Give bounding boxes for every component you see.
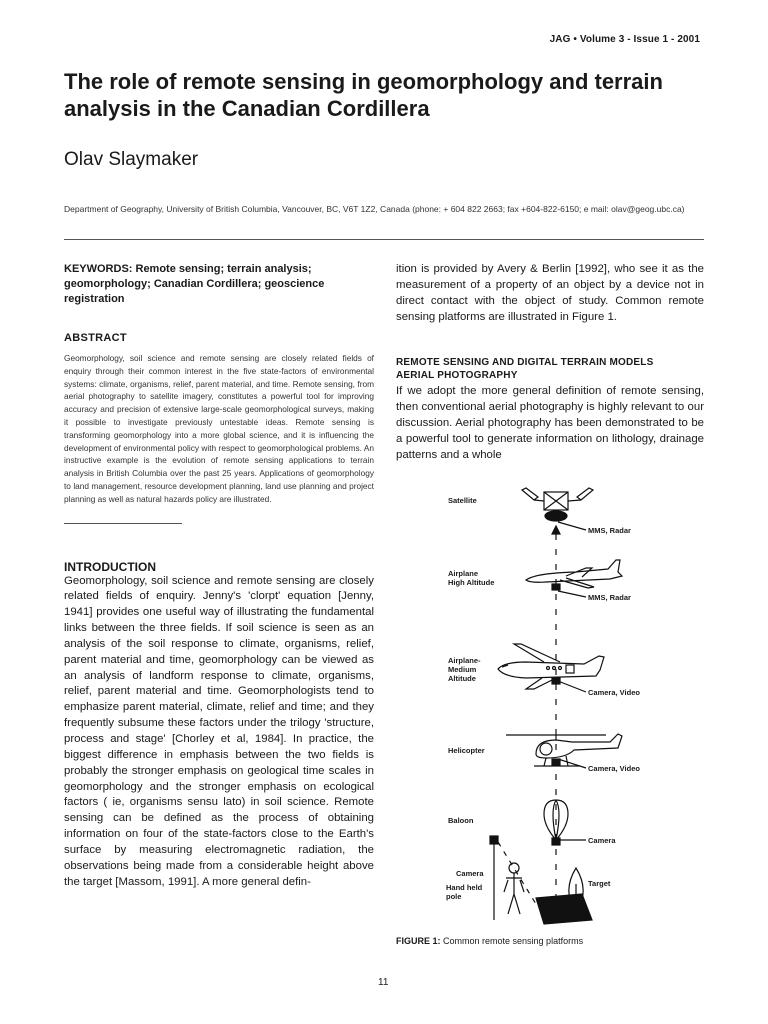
ground-target-icon: [536, 894, 592, 924]
journal-header: JAG • Volume 3 - Issue 1 - 2001: [549, 34, 700, 45]
label-helicopter: Helicopter: [448, 746, 485, 755]
sensor-baloon: Camera: [588, 836, 616, 845]
figure-remote-sensing-platforms: [396, 484, 704, 934]
hand-held-pole-icon: [490, 836, 536, 920]
keywords: KEYWORDS: Remote sensing; terrain analysis; geomorphology; Canadian Cordillera; geoscience registration: [64, 263, 325, 305]
abstract-divider: [64, 523, 182, 524]
sensor-satellite: MMS, Radar: [588, 526, 631, 535]
sensor-airplane-high: MMS, Radar: [588, 593, 631, 602]
label-baloon: Baloon: [448, 816, 474, 825]
definition-continued-text: ition is provided by Avery & Berlin [1992], who see it as the measurement of a property of an object by a device not in direct contact with the object of study. Common remote sensing platforms are illustrated in Figure 1.: [396, 263, 704, 323]
sensor-helicopter: Camera, Video: [588, 764, 640, 773]
left-column: [64, 262, 374, 890]
page-number: 11: [378, 977, 389, 988]
label-hand-held-pole: Hand held pole: [446, 883, 483, 901]
satellite-icon: [522, 488, 593, 521]
airplane-medium-icon: [498, 644, 604, 689]
platforms-diagram: [396, 484, 704, 934]
author-affiliation: Department of Geography, University of British Columbia, Vancouver, BC, V6T 1Z2, Canada (phone: + 604 822 2663; fax +604-822-6150; e mail: olav@geog.ubc.ca): [64, 204, 685, 214]
abstract-text: Geomorphology, soil science and remote sensing are closely related fields of enquiry through their common interest in the five state-factors of environmental systems: climate, organisms, relief, parent material, and time. Remote sensing, from aerial photography to satellite imagery, constitutes a powerful tool for improving accuracy and precision of extensive large-scale geomorphological surveys, making it possible to investigate previously untestable ideas. Remote sensing is transforming geomorphology into a more global science, and it is influencing the development of environmental policy with respect to geomorphological problems. An instructive example is the evolution of remote sensing applications to terrain analysis in British Columbia over the past 25 years. Applications of geomorphology to land management, resource development planning, land use planning and project planning as well as natural hazards policy are illustrated.: [64, 353, 374, 504]
label-satellite: Satellite: [448, 496, 477, 505]
introduction-text: Geomorphology, soil science and remote sensing are closely related fields of enquiry. Jenny's 'clorpt' equation [Jenny, 1941] provides one useful way of illustrating the fundamental links between the three fields. If soil science is seen as an analysis of the soil response to climate, organisms, relief, parent material and time, geomorphology can be viewed as an analysis of landform response to climate, organisms, relief, parent material and time. Geomorphologists tend to emphasize parent material, climate, relief and time; and they frequently subsume these factors under the trilogy 'structure, process and stage' [Chorley et al, 1984]. In practice, the biggest difference in emphasis between the two fields is probably the stronger emphasis on geological time scales in geomorphology and the stronger emphasis on ecological factors ( ie, organisms sensu lato) in soil science. Remote sensing can be defined as the process of obtaining information on four of the state-factors close to the Earth's surface by measuring electromagnetic radiation, the observations being made from a considerable height above the target [Massom, 1991]. A more general defin-: [64, 574, 374, 888]
label-camera-pole: Camera: [456, 869, 484, 878]
paper-title: The role of remote sensing in geomorphology and terrain analysis in the Canadian Cordillera: [64, 69, 663, 121]
aerial-photography-text: If we adopt the more general definition of remote sensing, then conventional aerial photography is highly relevant to our discussion. Aerial photography has been demonstrated to be a powerful tool to generate information on lithology, drainage patterns and a whole: [396, 385, 704, 461]
section-heading: REMOTE SENSING AND DIGITAL TERRAIN MODELS: [396, 357, 654, 369]
sensor-airplane-medium: Camera, Video: [588, 688, 640, 697]
label-airplane-high: Airplane High Altitude: [448, 569, 495, 587]
figure-caption-label: FIGURE 1:: [396, 936, 441, 946]
subsection-heading: AERIAL PHOTOGRAPHY: [396, 370, 518, 382]
author-name: Olav Slaymaker: [64, 149, 199, 170]
figure-caption-text: Common remote sensing platforms: [440, 936, 584, 946]
abstract-heading: ABSTRACT: [64, 332, 127, 344]
label-target: Target: [588, 879, 611, 888]
right-column: [396, 262, 704, 464]
airplane-high-icon: [526, 560, 622, 590]
label-airplane-medium: Airplane- Medium Altitude: [448, 656, 481, 683]
header-divider: [64, 239, 704, 240]
figure-caption: [396, 936, 583, 946]
introduction-heading: INTRODUCTION: [64, 559, 156, 574]
